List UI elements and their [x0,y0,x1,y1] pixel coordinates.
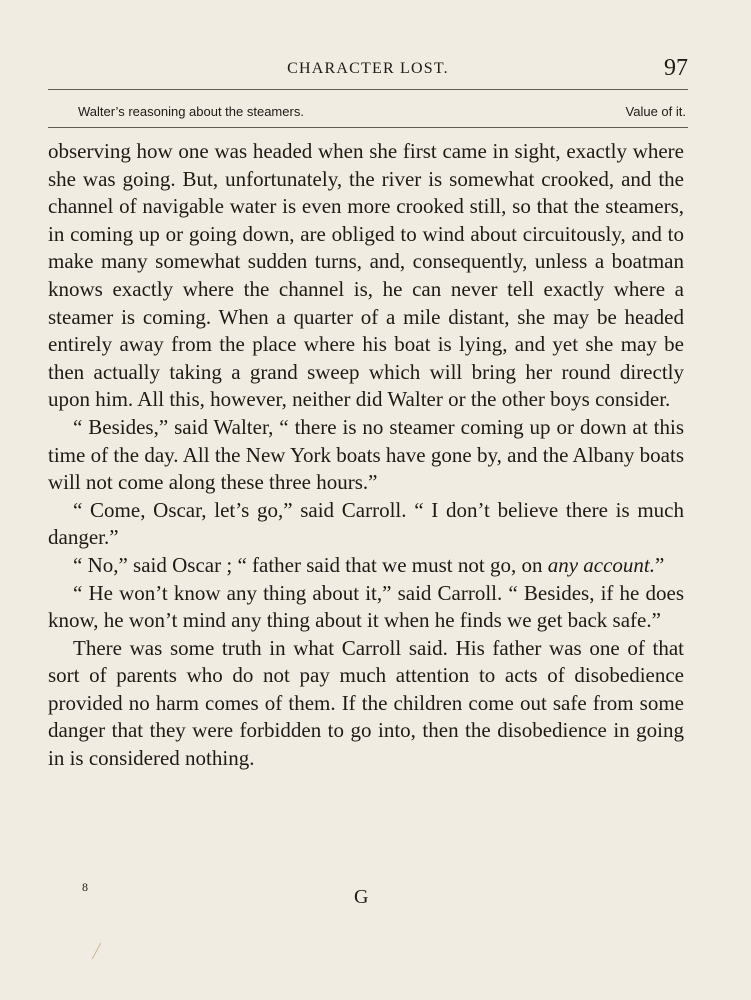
header-rule-bottom [48,127,688,128]
paragraph-truth: There was some truth in what Carroll said. His father was one of that sort of parents who do not pay much attention to acts of disobedience provided no harm comes of them. If the children come out safe from some danger that they were forbidden to go into, then the disobedience in going in is considered nothing. [48,635,684,771]
signature-number: 8 [82,880,88,894]
running-title: CHARACTER LOST. [287,60,449,77]
oscar-reply-lead: “ No,” said Oscar ; “ father said that we must not go, on [73,552,548,577]
gathering-letter: G [354,886,369,908]
oscar-reply-close: ” [655,552,665,577]
side-note-left: Walter’s reasoning about the steamers. [78,104,304,119]
paragraph-carroll-come: “ Come, Oscar, let’s go,” said Carroll. “ I don’t believe there is much danger.” [48,497,684,550]
paragraph-continuation: observing how one was headed when she first came in sight, exactly where she was going. But, unfortunately, the river is somewhat crooked, and the channel of navigable water is even more crooked still, so that the steamers, in coming up or going down, are obliged to wind about circuitously, and to make many somewhat sudden turns, and, consequently, unless a boatman knows exactly where the channel is, he can never tell exactly where a steamer is coming. When a quarter of a mile distant, she may be headed entirely away from the place where his boat is lying, and yet she may be then actually taking a grand sweep which will bring her round directly upon him. All this, however, neither did Walter or the other boys consider. [48,139,684,412]
running-head [48,56,688,84]
page-number: 97 [664,55,688,81]
body-text [48,138,684,773]
ink-mark [92,943,101,959]
side-notes [78,104,686,124]
paragraph-carroll-wont-know: “ He won’t know any thing about it,” said Carroll. “ Besides, if he does know, he won’t mind any thing about it when he finds we get back safe.” [48,580,684,633]
paragraph-walter-besides: “ Besides,” said Walter, “ there is no steamer coming up or down at this time of the day. All the New York boats have gone by, and the Albany boats will not come along these three hours.” [48,414,684,495]
side-note-right: Value of it. [625,104,686,119]
paragraph-oscar-no [48,552,684,580]
oscar-reply-emphasis: any account. [547,552,656,577]
header-rule-top [48,89,688,90]
